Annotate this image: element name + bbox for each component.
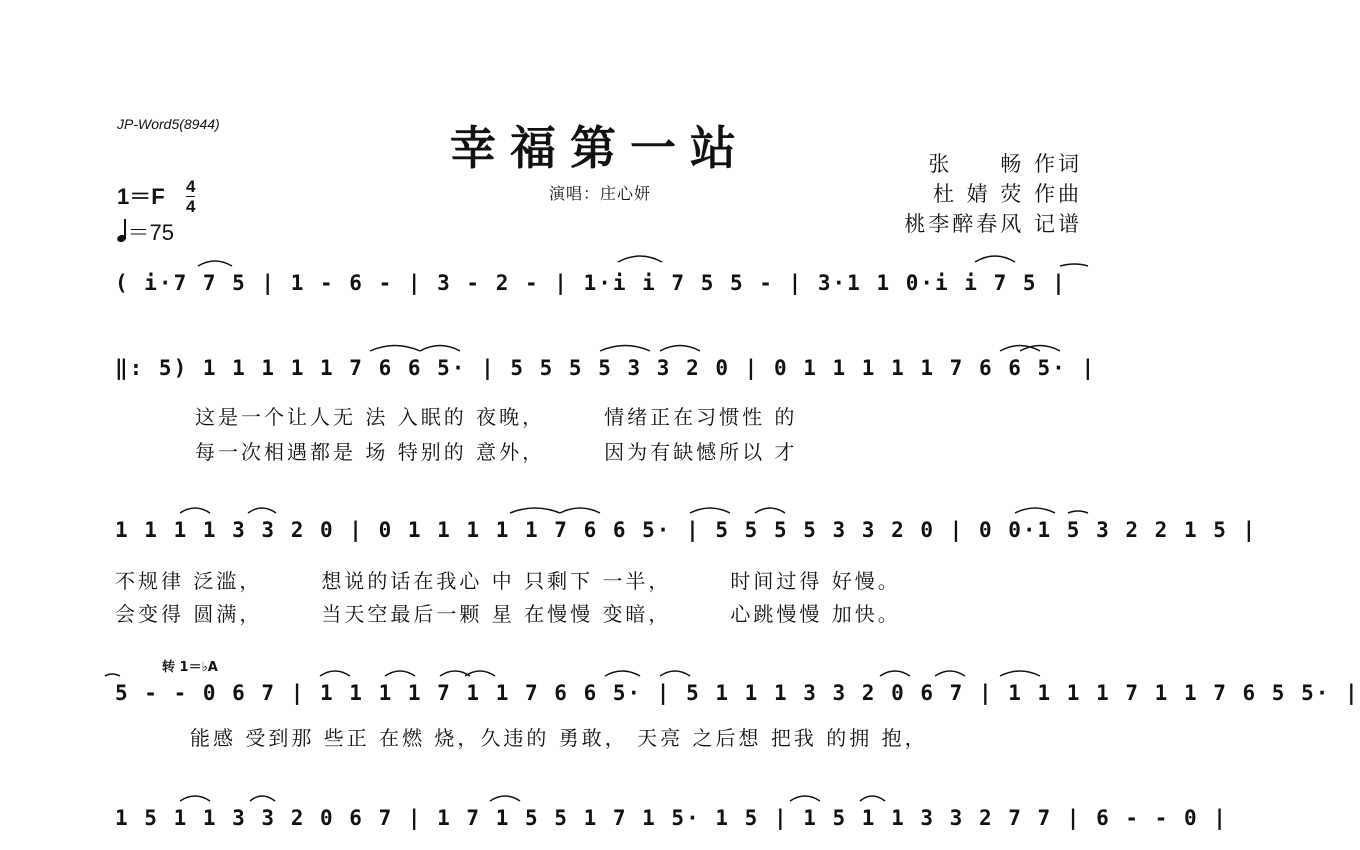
slur: [250, 796, 275, 801]
slur: [420, 346, 460, 352]
time-signature-top: 4: [186, 177, 196, 196]
slurs: [105, 256, 1088, 801]
software-watermark: JP-Word5(8944): [117, 116, 220, 132]
slur: [618, 256, 662, 262]
singer-credit: 演唱：庄心妍: [548, 184, 651, 203]
music-line-1: ( i·7 7 5 | 1 - 6 - | 3 - 2 - | 1·i i 7 5 5 - | 3·1 1 0·i i 7 5 |: [115, 271, 1067, 295]
music-line-5: 1 5 1 1 3 3 2 0 6 7 | 1 7 1 5 5 1 7 1 5· 1 5 | 1 5 1 1 3 3 2 7 7 | 6 - - 0 |: [115, 806, 1228, 830]
slur: [198, 261, 232, 266]
song-title: 幸福第一站: [450, 121, 750, 175]
modulation-marking: 转 1＝♭A: [162, 660, 218, 675]
slur: [1000, 671, 1040, 676]
slur: [660, 346, 700, 352]
slur: [248, 508, 276, 513]
lyric-verse1-line1: 这是一个让人无 法 入眠的 夜晚， 情绪正在习惯性 的: [195, 405, 798, 429]
lyric-line-3: 能感 受到那 些正 在燃 烧，久违的 勇敢， 天亮 之后想 把我 的拥 抱，: [190, 726, 928, 750]
slur: [370, 346, 420, 352]
music-line-3: 1 1 1 1 3 3 2 0 | 0 1 1 1 1 1 7 6 6 5· | 5 5 5 5 3 3 2 0 | 0 0·1 5 3 2 2 1 5 |: [115, 518, 1258, 542]
slur: [1060, 264, 1088, 266]
composer-credit: 杜 婧 荧 作曲: [932, 182, 1082, 206]
key-signature: 1＝F: [117, 184, 165, 209]
lyric-verse2-line1: 每一次相遇都是 场 特别的 意外， 因为有缺憾所以 才: [195, 440, 798, 464]
slur: [105, 674, 120, 676]
slur: [320, 671, 350, 676]
lyricist-credit: 张 畅 作词: [928, 152, 1082, 176]
slur: [755, 508, 785, 513]
slur: [510, 508, 560, 513]
slur: [180, 508, 210, 513]
slur: [975, 256, 1015, 262]
lyric-verse1-line2: 不规律 泛滥， 想说的话在我心 中 只剩下 一半， 时间过得 好慢。: [115, 569, 901, 593]
lyric-verse2-line2: 会变得 圆满， 当天空最后一颗 星 在慢慢 变暗， 心跳慢慢 加快。: [115, 602, 901, 626]
slur: [560, 508, 600, 513]
tempo-value: ＝75: [127, 220, 174, 245]
slur: [660, 671, 690, 676]
slur: [1068, 511, 1088, 513]
slur: [600, 346, 650, 352]
time-signature-bottom: 4: [186, 197, 196, 216]
slur: [860, 796, 885, 801]
slur: [1015, 508, 1055, 513]
slur: [880, 671, 910, 676]
slur: [605, 671, 640, 676]
music-line-2: ‖: 5) 1 1 1 1 1 7 6 6 5· | 5 5 5 5 3 3 2 0 | 0 1 1 1 1 1 7 6 6 5· |: [115, 356, 1097, 380]
slur: [180, 796, 210, 801]
slur: [935, 671, 965, 676]
slur: [385, 671, 415, 676]
transcriber-credit: 桃李醉春风 记谱: [904, 212, 1082, 236]
slur: [490, 796, 520, 801]
slur: [690, 508, 730, 513]
music-line-4: 5 - - 0 6 7 | 1 1 1 1 7 1 1 7 6 6 5· | 5 1 1 1 3 3 2 0 6 7 | 1 1 1 1 7 1 1 7 6 5 5· |: [115, 681, 1360, 705]
slur: [790, 796, 820, 801]
